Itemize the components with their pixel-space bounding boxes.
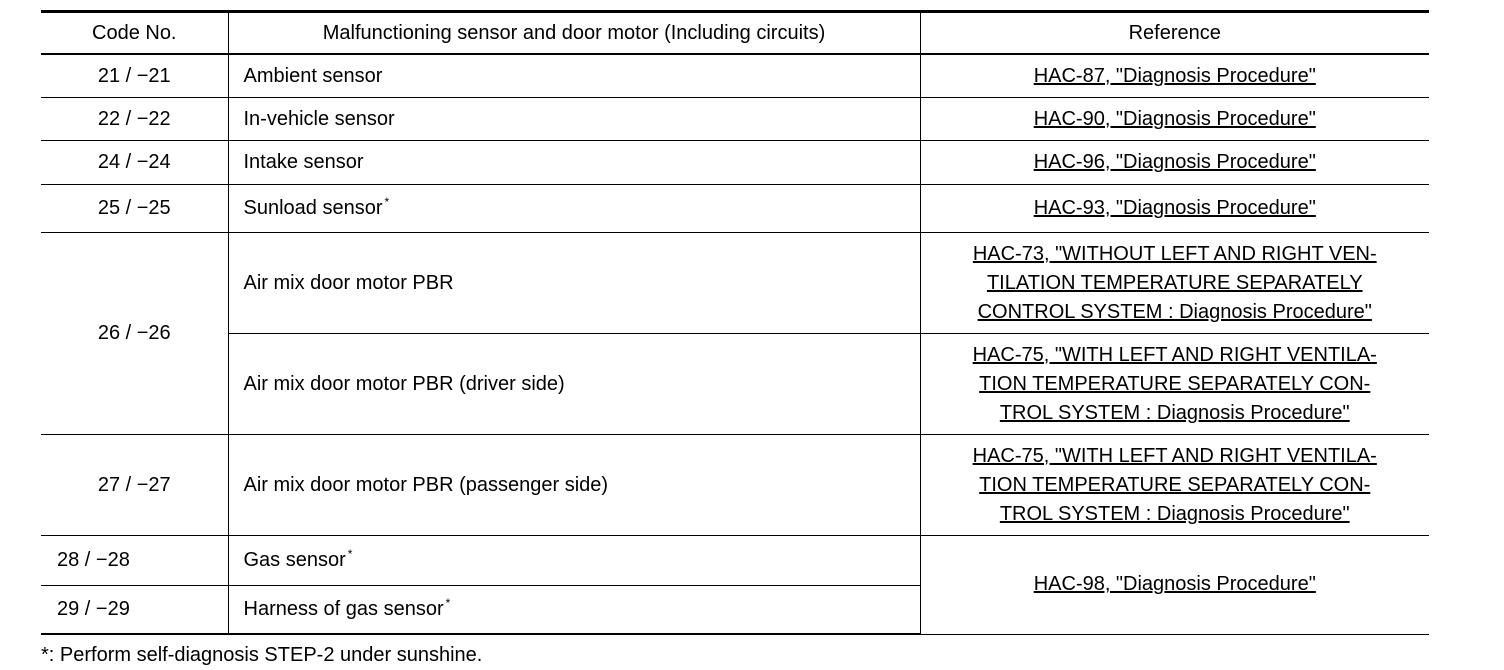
diagnosis-table xyxy=(41,10,1429,635)
code-cell: 26 / −26 xyxy=(41,233,228,435)
header-code: Code No. xyxy=(41,12,228,55)
reference-link[interactable]: HAC-87, "Diagnosis Procedure" xyxy=(1033,64,1316,87)
table-row xyxy=(41,536,1429,586)
sensor-cell xyxy=(228,233,920,334)
sensor-cell xyxy=(228,435,920,536)
code-cell: 22 / −22 xyxy=(41,98,228,141)
diagnosis-table-wrapper xyxy=(41,10,1429,635)
footnote: *: Perform self-diagnosis STEP-2 under sunshine. xyxy=(41,644,483,666)
reference-link[interactable]: HAC-93, "Diagnosis Procedure" xyxy=(1033,197,1316,219)
reference-cell xyxy=(920,334,1429,435)
reference-cell xyxy=(920,435,1429,536)
sensor-cell xyxy=(228,98,920,141)
code-cell: 28 / −28 xyxy=(41,536,228,586)
sensor-label: Air mix door motor PBR (driver side) xyxy=(243,372,565,395)
header-reference: Reference xyxy=(920,12,1429,55)
footnote-mark: * xyxy=(445,596,451,611)
reference-link[interactable]: HAC-98, "Diagnosis Procedure" xyxy=(1033,573,1316,596)
reference-cell xyxy=(920,141,1429,185)
reference-cell xyxy=(920,185,1429,233)
code-cell: 25 / −25 xyxy=(41,185,228,233)
reference-cell xyxy=(920,54,1429,98)
table-row xyxy=(41,185,1429,233)
sensor-cell xyxy=(228,185,920,233)
table-row xyxy=(41,54,1429,98)
sensor-cell xyxy=(228,536,920,586)
reference-cell xyxy=(920,98,1429,141)
sensor-label: Air mix door motor PBR xyxy=(243,271,454,294)
footnote-mark: * xyxy=(384,195,390,210)
code-cell: 24 / −24 xyxy=(41,141,228,185)
reference-link[interactable]: HAC-73, "WITHOUT LEFT AND RIGHT VEN- TILATION TEMPERATURE SEPARATELY CONTROL SYSTEM : Diagnosis Procedure" xyxy=(972,242,1377,323)
code-cell: 29 / −29 xyxy=(41,586,228,635)
table-row xyxy=(41,435,1429,536)
footnote-mark: * xyxy=(347,547,353,562)
table-header-row xyxy=(41,12,1429,55)
table-row xyxy=(41,141,1429,185)
sensor-cell xyxy=(228,141,920,185)
reference-link[interactable]: HAC-90, "Diagnosis Procedure" xyxy=(1033,107,1316,130)
reference-link[interactable]: HAC-96, "Diagnosis Procedure" xyxy=(1033,151,1316,173)
header-sensor: Malfunctioning sensor and door motor (Including circuits) xyxy=(228,12,920,55)
reference-link[interactable]: HAC-75, "WITH LEFT AND RIGHT VENTILA- TION TEMPERATURE SEPARATELY CON- TROL SYSTEM : Diagnosis Procedure" xyxy=(972,343,1377,424)
sensor-label: Harness of gas sensor xyxy=(243,598,444,620)
sensor-label: In-vehicle sensor xyxy=(243,107,395,130)
reference-link[interactable]: HAC-75, "WITH LEFT AND RIGHT VENTILA- TION TEMPERATURE SEPARATELY CON- TROL SYSTEM : Diagnosis Procedure" xyxy=(972,444,1377,525)
code-cell: 27 / −27 xyxy=(41,435,228,536)
reference-cell xyxy=(920,536,1429,635)
sensor-cell xyxy=(228,334,920,435)
table-row xyxy=(41,334,1429,435)
sensor-label: Gas sensor xyxy=(243,549,346,571)
sensor-label: Sunload sensor xyxy=(243,197,383,219)
table-row xyxy=(41,233,1429,334)
code-cell: 21 / −21 xyxy=(41,54,228,98)
sensor-cell xyxy=(228,586,920,635)
table-row xyxy=(41,98,1429,141)
sensor-label: Ambient sensor xyxy=(243,64,383,87)
sensor-label: Air mix door motor PBR (passenger side) xyxy=(243,473,609,496)
sensor-cell xyxy=(228,54,920,98)
sensor-label: Intake sensor xyxy=(243,151,364,173)
reference-cell xyxy=(920,233,1429,334)
